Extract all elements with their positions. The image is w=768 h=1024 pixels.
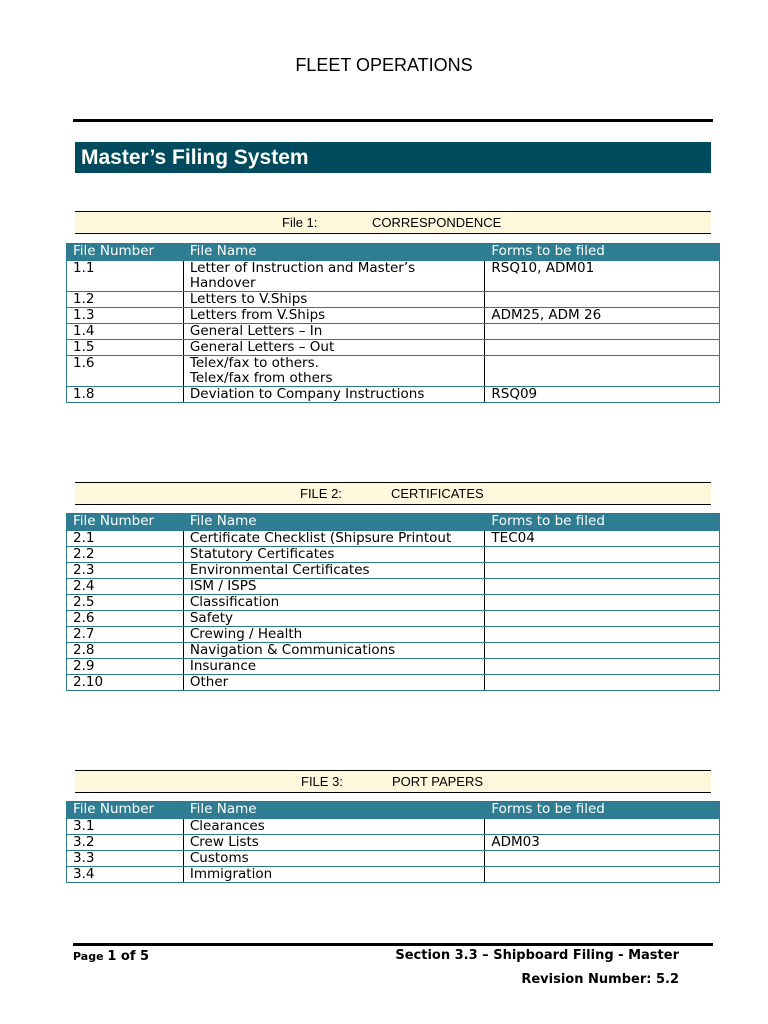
cell-file-number: 1.2 <box>67 292 184 308</box>
cell-forms <box>485 547 720 563</box>
table-row <box>67 563 720 579</box>
cell-forms <box>485 819 720 835</box>
cell-forms <box>485 292 720 308</box>
cell-file-number: 2.1 <box>67 531 184 547</box>
cell-file-name: General Letters – In <box>183 324 485 340</box>
cell-file-name: Certificate Checklist (Shipsure Printout <box>183 531 485 547</box>
table-row <box>67 819 720 835</box>
cell-file-name: Telex/fax to others. Telex/fax from others <box>183 356 485 387</box>
cell-file-number: 3.1 <box>67 819 184 835</box>
column-header-file-name: File Name <box>183 514 485 531</box>
cell-file-name: Letter of Instruction and Master’s Handover <box>183 261 485 292</box>
column-header-file-name: File Name <box>183 802 485 819</box>
table-row <box>67 595 720 611</box>
table-row <box>67 675 720 691</box>
cell-file-number: 2.10 <box>67 675 184 691</box>
cell-forms <box>485 867 720 883</box>
cell-file-name: Immigration <box>183 867 485 883</box>
footer-page-prefix: Page <box>73 950 108 963</box>
table-row <box>67 547 720 563</box>
cell-forms <box>485 579 720 595</box>
footer-rule <box>73 943 713 946</box>
cell-forms <box>485 643 720 659</box>
cell-forms <box>485 356 720 387</box>
cell-file-number: 1.5 <box>67 340 184 356</box>
cell-forms: RSQ09 <box>485 387 720 403</box>
cell-file-number: 2.5 <box>67 595 184 611</box>
table-row <box>67 867 720 883</box>
table-header-row <box>67 802 720 819</box>
cell-file-name: Other <box>183 675 485 691</box>
table-row <box>67 835 720 851</box>
cell-file-name: Environmental Certificates <box>183 563 485 579</box>
column-header-file-name: File Name <box>183 244 485 261</box>
table-row <box>67 261 720 292</box>
file-heading-name: PORT PAPERS <box>392 774 484 789</box>
cell-file-name: ISM / ISPS <box>183 579 485 595</box>
file-heading-number: File 1: <box>282 215 318 230</box>
header-rule <box>73 119 713 122</box>
cell-file-number: 2.6 <box>67 611 184 627</box>
cell-forms <box>485 659 720 675</box>
footer-page-value: 1 of 5 <box>107 949 150 964</box>
table-header-row <box>67 244 720 261</box>
file-heading-name: CERTIFICATES <box>391 486 484 501</box>
cell-file-number: 3.2 <box>67 835 184 851</box>
column-header-file-number: File Number <box>67 514 184 531</box>
cell-file-number: 2.7 <box>67 627 184 643</box>
cell-file-name: Letters from V.Ships <box>183 308 485 324</box>
cell-forms <box>485 627 720 643</box>
table-row <box>67 356 720 387</box>
table-row <box>67 627 720 643</box>
cell-file-number: 2.2 <box>67 547 184 563</box>
column-header-forms: Forms to be filed <box>485 244 720 261</box>
cell-file-number: 1.3 <box>67 308 184 324</box>
cell-file-name: Crew Lists <box>183 835 485 851</box>
cell-file-name: Navigation & Communications <box>183 643 485 659</box>
cell-forms <box>485 675 720 691</box>
cell-file-number: 1.4 <box>67 324 184 340</box>
file-table-port-papers <box>66 801 720 883</box>
table-row <box>67 340 720 356</box>
file-heading-correspondence <box>75 211 711 234</box>
cell-file-name: Deviation to Company Instructions <box>183 387 485 403</box>
cell-file-name: Clearances <box>183 819 485 835</box>
cell-forms <box>485 611 720 627</box>
file-heading-certificates <box>75 482 711 505</box>
table-row <box>67 308 720 324</box>
file-heading-port-papers <box>75 770 711 793</box>
cell-forms <box>485 324 720 340</box>
footer-revision-number: Revision Number: 5.2 <box>521 972 679 987</box>
cell-file-name: Classification <box>183 595 485 611</box>
cell-forms: ADM25, ADM 26 <box>485 308 720 324</box>
table-row <box>67 659 720 675</box>
cell-file-number: 1.8 <box>67 387 184 403</box>
table-row <box>67 324 720 340</box>
cell-forms <box>485 595 720 611</box>
column-header-forms: Forms to be filed <box>485 514 720 531</box>
table-row <box>67 579 720 595</box>
file-heading-name: CORRESPONDENCE <box>372 215 502 230</box>
cell-file-name: General Letters – Out <box>183 340 485 356</box>
column-header-forms: Forms to be filed <box>485 802 720 819</box>
cell-file-name: Statutory Certificates <box>183 547 485 563</box>
document-header-title: FLEET OPERATIONS <box>295 55 473 75</box>
cell-file-name: Letters to V.Ships <box>183 292 485 308</box>
file-table-correspondence <box>66 243 720 403</box>
cell-file-number: 3.3 <box>67 851 184 867</box>
cell-file-name: Insurance <box>183 659 485 675</box>
footer-page-number <box>73 949 149 964</box>
cell-file-name: Customs <box>183 851 485 867</box>
file-table-certificates <box>66 513 720 691</box>
file-heading-number: FILE 3: <box>301 774 343 789</box>
cell-forms: TEC04 <box>485 531 720 547</box>
cell-forms: RSQ10, ADM01 <box>485 261 720 292</box>
cell-file-number: 3.4 <box>67 867 184 883</box>
cell-file-number: 2.8 <box>67 643 184 659</box>
cell-file-number: 2.9 <box>67 659 184 675</box>
table-row <box>67 611 720 627</box>
cell-file-number: 2.4 <box>67 579 184 595</box>
page-title-banner: Master’s Filing System <box>75 142 711 173</box>
table-row <box>67 643 720 659</box>
file-heading-number: FILE 2: <box>300 486 342 501</box>
footer-section-title: Section 3.3 – Shipboard Filing - Master <box>395 948 679 963</box>
table-row <box>67 292 720 308</box>
column-header-file-number: File Number <box>67 802 184 819</box>
cell-forms <box>485 563 720 579</box>
table-header-row <box>67 514 720 531</box>
cell-forms <box>485 340 720 356</box>
table-row <box>67 387 720 403</box>
cell-file-name: Safety <box>183 611 485 627</box>
table-row <box>67 531 720 547</box>
cell-forms: ADM03 <box>485 835 720 851</box>
cell-file-name: Crewing / Health <box>183 627 485 643</box>
table-row <box>67 851 720 867</box>
cell-file-number: 2.3 <box>67 563 184 579</box>
cell-file-number: 1.6 <box>67 356 184 387</box>
cell-file-number: 1.1 <box>67 261 184 292</box>
cell-forms <box>485 851 720 867</box>
column-header-file-number: File Number <box>67 244 184 261</box>
